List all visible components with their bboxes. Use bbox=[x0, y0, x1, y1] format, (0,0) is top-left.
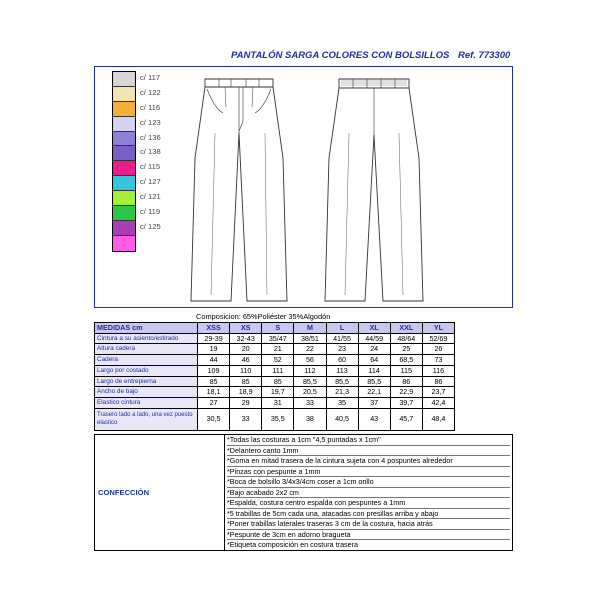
color-swatch bbox=[113, 87, 135, 102]
measurement-row bbox=[95, 397, 455, 408]
size-header-cell: XXL bbox=[390, 323, 422, 334]
measurement-value: 22,1 bbox=[358, 387, 390, 398]
measurement-value: 37 bbox=[358, 397, 390, 408]
size-header-cell: S bbox=[262, 323, 294, 334]
measurement-value: 18,9 bbox=[230, 387, 262, 398]
measurement-label: Trasero lado a lado, una vez puesto elastico bbox=[95, 408, 198, 430]
measurement-value: 18,1 bbox=[198, 387, 230, 398]
measurement-value: 32-43 bbox=[230, 333, 262, 344]
measurement-label: Ancho de bajo bbox=[95, 387, 198, 398]
measurement-value: 35,5 bbox=[262, 408, 294, 430]
measurement-value: 41/55 bbox=[326, 333, 358, 344]
color-code-label: c/ 115 bbox=[140, 162, 161, 172]
color-code-label: c/ 119 bbox=[140, 207, 161, 217]
measurement-value: 19,7 bbox=[262, 387, 294, 398]
measurement-value: 85 bbox=[230, 376, 262, 387]
color-swatch bbox=[113, 117, 135, 132]
color-code-label: c/ 122 bbox=[140, 87, 161, 97]
measurement-value: 85,5 bbox=[326, 376, 358, 387]
measurement-value: 111 bbox=[262, 365, 294, 376]
confeccion-line: *Todas las costuras a 1cm "4,5 puntadas x 1cm" bbox=[227, 435, 510, 446]
measurement-row bbox=[95, 333, 455, 344]
measurement-value: 22 bbox=[294, 344, 326, 355]
measurement-label: Cintura a su asiento/estirado bbox=[95, 333, 198, 344]
measurement-value: 113 bbox=[326, 365, 358, 376]
measurement-value: 20 bbox=[230, 344, 262, 355]
measurement-value: 48,4 bbox=[422, 408, 454, 430]
color-code-label: c/ 138 bbox=[140, 147, 161, 157]
measurement-row bbox=[95, 376, 455, 387]
measures-title-cell: MEDIDAS cm bbox=[95, 323, 198, 334]
size-header-cell: XL bbox=[358, 323, 390, 334]
color-code-label: c/ 127 bbox=[140, 177, 161, 187]
confeccion-line: *Pinzas con pespunte a 1mm bbox=[227, 467, 510, 478]
confeccion-line: *5 trabillas de 5cm cada una, atacadas con presillas arriba y abajo bbox=[227, 509, 510, 520]
measurement-value: 85,5 bbox=[294, 376, 326, 387]
measurement-value: 33 bbox=[294, 397, 326, 408]
color-swatch bbox=[113, 236, 135, 251]
measurement-value: 20,5 bbox=[294, 387, 326, 398]
size-header-cell: M bbox=[294, 323, 326, 334]
measurement-value: 29-39 bbox=[198, 333, 230, 344]
confeccion-heading: CONFECCIÓN bbox=[95, 435, 225, 551]
color-swatch bbox=[113, 176, 135, 191]
measurement-value: 39,7 bbox=[390, 397, 422, 408]
measurement-value: 23,7 bbox=[422, 387, 454, 398]
color-swatch-list bbox=[112, 71, 136, 252]
title-text: PANTALÓN SARGA COLORES CON BOLSILLOS bbox=[231, 50, 450, 61]
measurement-value: 85 bbox=[262, 376, 294, 387]
measurement-value: 86 bbox=[422, 376, 454, 387]
measurement-value: 52 bbox=[262, 355, 294, 366]
measurement-row bbox=[95, 387, 455, 398]
page-title bbox=[231, 50, 510, 61]
measurement-row bbox=[95, 365, 455, 376]
measurement-value: 38 bbox=[294, 408, 326, 430]
measurement-value: 40,5 bbox=[326, 408, 358, 430]
measurement-value: 60 bbox=[326, 355, 358, 366]
measurement-row bbox=[95, 355, 455, 366]
size-header-cell: XS bbox=[230, 323, 262, 334]
confeccion-table bbox=[94, 434, 513, 551]
confeccion-line: *Goma en mitad trasera de la cintura sujeta con 4 pospuntes alrededor bbox=[227, 456, 510, 467]
measurement-value: 64 bbox=[358, 355, 390, 366]
color-swatch bbox=[113, 132, 135, 147]
color-swatch bbox=[113, 206, 135, 221]
measurement-value: 43 bbox=[358, 408, 390, 430]
measurement-value: 112 bbox=[294, 365, 326, 376]
size-header-cell: L bbox=[326, 323, 358, 334]
measurement-value: 44/59 bbox=[358, 333, 390, 344]
measurement-value: 116 bbox=[422, 365, 454, 376]
measurement-label: Largo de entrepierna bbox=[95, 376, 198, 387]
size-header-cell: XSS bbox=[198, 323, 230, 334]
measurement-row bbox=[95, 344, 455, 355]
measurement-value: 52/69 bbox=[422, 333, 454, 344]
measurement-value: 26 bbox=[422, 344, 454, 355]
measurement-value: 30,5 bbox=[198, 408, 230, 430]
measurement-label: Altura cadera bbox=[95, 344, 198, 355]
measurement-value: 23 bbox=[326, 344, 358, 355]
measurement-value: 45,7 bbox=[390, 408, 422, 430]
measurement-value: 22,9 bbox=[390, 387, 422, 398]
measurement-value: 56 bbox=[294, 355, 326, 366]
color-swatch bbox=[113, 191, 135, 206]
measurement-value: 21,3 bbox=[326, 387, 358, 398]
confeccion-instructions bbox=[225, 435, 513, 551]
measurement-value: 33 bbox=[230, 408, 262, 430]
measurement-value: 21 bbox=[262, 344, 294, 355]
measurement-value: 85,5 bbox=[358, 376, 390, 387]
measurement-value: 86 bbox=[390, 376, 422, 387]
measurement-value: 24 bbox=[358, 344, 390, 355]
color-swatch bbox=[113, 102, 135, 117]
measurement-value: 27 bbox=[198, 397, 230, 408]
reference-number: Ref. 773300 bbox=[457, 50, 511, 61]
measurement-value: 31 bbox=[262, 397, 294, 408]
measurement-value: 25 bbox=[390, 344, 422, 355]
confeccion-line: *Bajo acabado 2x2 cm bbox=[227, 488, 510, 499]
measurement-value: 46 bbox=[230, 355, 262, 366]
color-code-list bbox=[140, 71, 161, 250]
measurement-value: 42,4 bbox=[422, 397, 454, 408]
confeccion-line: *Espalda, costura centro espalda con pespuntes a 1mm bbox=[227, 498, 510, 509]
measurement-value: 114 bbox=[358, 365, 390, 376]
measurement-value: 68,5 bbox=[390, 355, 422, 366]
color-code-label: c/ 121 bbox=[140, 192, 161, 202]
measurement-value: 35 bbox=[326, 397, 358, 408]
color-code-label bbox=[140, 235, 161, 250]
size-header-cell: YL bbox=[422, 323, 454, 334]
measurement-value: 29 bbox=[230, 397, 262, 408]
measurement-value: 38/51 bbox=[294, 333, 326, 344]
confeccion-line: *Etiqueta composición en costura trasera bbox=[227, 540, 359, 549]
color-panel bbox=[94, 66, 513, 308]
measurement-value: 110 bbox=[230, 365, 262, 376]
measurement-label: Largo por costado bbox=[95, 365, 198, 376]
pants-front-view bbox=[191, 79, 287, 301]
color-code-label: c/ 136 bbox=[140, 132, 161, 142]
color-code-label: c/ 125 bbox=[140, 221, 161, 231]
color-swatch bbox=[113, 221, 135, 236]
color-swatch bbox=[113, 161, 135, 176]
confeccion-line: *Boca de bolsillo 3/4x3/4cm coser a 1cm orillo bbox=[227, 477, 510, 488]
measurement-value: 19 bbox=[198, 344, 230, 355]
pants-technical-drawing bbox=[183, 73, 503, 305]
measurement-value: 115 bbox=[390, 365, 422, 376]
color-swatch bbox=[113, 146, 135, 161]
color-swatch bbox=[113, 72, 135, 87]
measurement-value: 44 bbox=[198, 355, 230, 366]
measurement-label: Elastico cintura bbox=[95, 397, 198, 408]
measurements-header-row bbox=[95, 323, 455, 334]
measurement-label: Cadera bbox=[95, 355, 198, 366]
color-code-label: c/ 117 bbox=[140, 73, 161, 82]
pants-back-view bbox=[325, 79, 423, 301]
measurement-value: 73 bbox=[422, 355, 454, 366]
confeccion-line: *Poner trabillas laterales traseras 3 cm de la costura, hacia atrás bbox=[227, 519, 510, 530]
color-code-label: c/ 116 bbox=[140, 102, 161, 112]
measurement-value: 35/47 bbox=[262, 333, 294, 344]
measurement-row bbox=[95, 408, 455, 430]
composition-note: Composicion: 65%Poliéster 35%Algodón bbox=[196, 312, 331, 321]
measurement-value: 48/64 bbox=[390, 333, 422, 344]
measurements-table bbox=[94, 322, 455, 431]
measurement-value: 85 bbox=[198, 376, 230, 387]
color-code-label: c/ 123 bbox=[140, 117, 161, 127]
confeccion-line: *Delantero canto 1mm bbox=[227, 446, 510, 457]
confeccion-line: *Pespunte de 3cm en adorno bragueta bbox=[227, 530, 510, 541]
measurement-value: 109 bbox=[198, 365, 230, 376]
